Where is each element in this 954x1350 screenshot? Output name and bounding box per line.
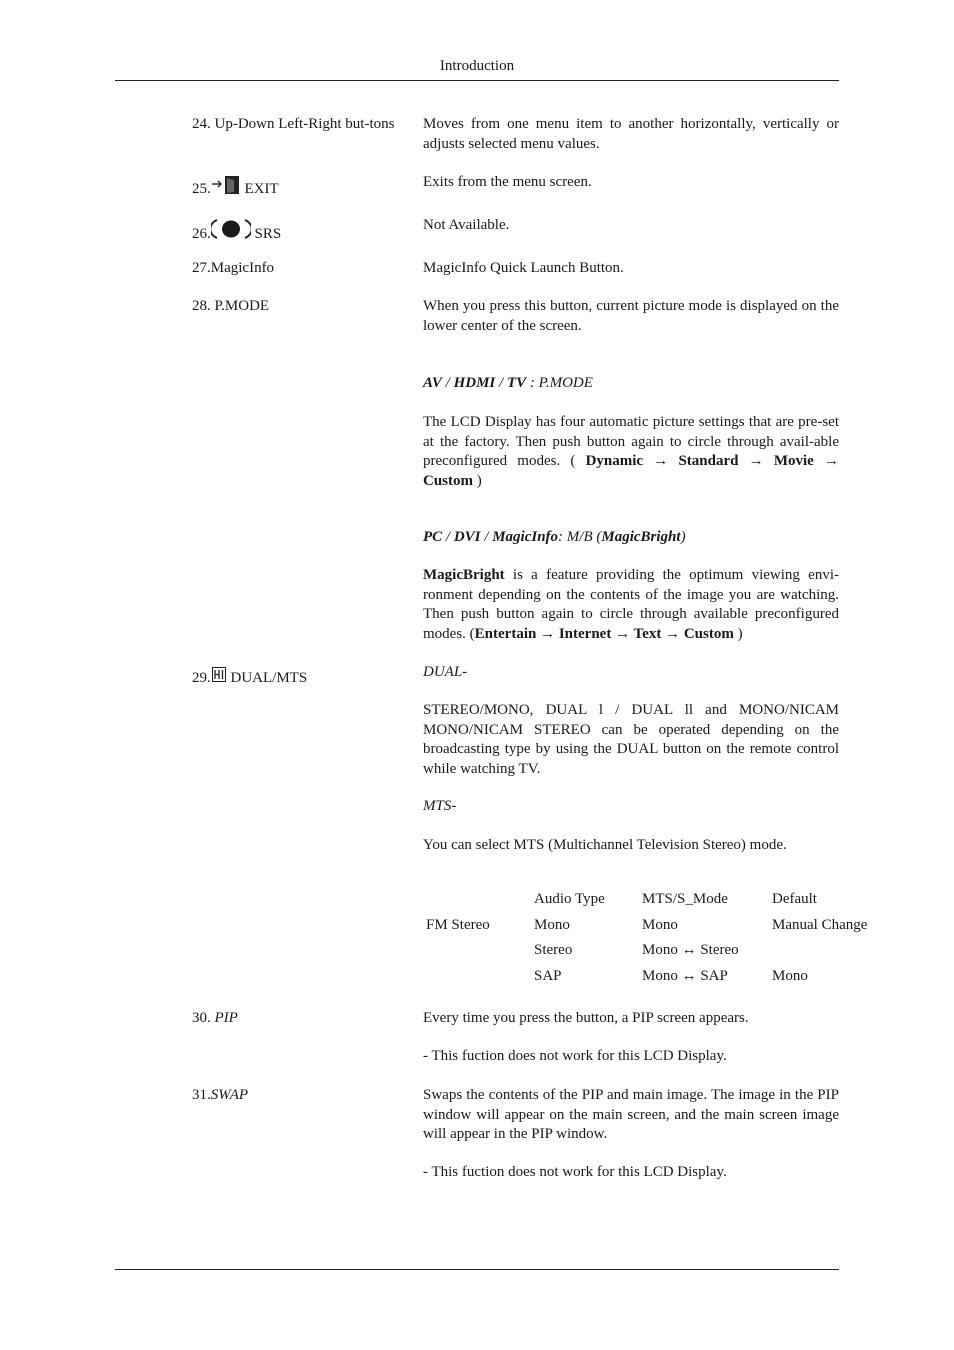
- item-25-label: [192, 175, 395, 202]
- item-31-label: 31.SWAP: [192, 1087, 249, 1103]
- exit-door-icon: [211, 175, 241, 202]
- item-30-label: 30. PIP: [192, 1010, 238, 1026]
- dual-mts-icon: [211, 666, 227, 691]
- item-31-note: - This fuction does not work for this LCD Display.: [423, 1164, 727, 1180]
- table-group-fm-stereo: FM Stereo: [426, 917, 490, 933]
- item-26-name: SRS: [254, 226, 282, 242]
- table-cell: Manual Change: [772, 917, 868, 933]
- footer-rule: [115, 1269, 839, 1270]
- page-header-title: Introduction: [439, 58, 515, 74]
- item-27-label: 27.MagicInfo: [192, 260, 275, 276]
- item-28-label: 28. P.MODE: [192, 298, 270, 314]
- table-header-mts-mode: MTS/S_Mode: [642, 891, 728, 907]
- item-31-desc: Swaps the contents of the PIP and main image. The image in the PIP window will appear on the main screen, and the main screen image will appear in the PIP window.: [423, 1087, 839, 1142]
- table-cell: Mono ↔ SAP: [642, 968, 728, 984]
- item-29-dual-title: DUAL-: [423, 664, 468, 680]
- item-30-name: PIP: [214, 1010, 238, 1026]
- item-27-desc: MagicInfo Quick Launch Button.: [423, 260, 624, 276]
- table-header-audio-type: Audio Type: [534, 891, 605, 907]
- item-31-name: SWAP: [210, 1087, 249, 1103]
- item-24-desc: Moves from one menu item to another horizontally, vertically or adjusts selected menu values.: [423, 116, 839, 152]
- item-28-desc: When you press this button, current picture mode is displayed on the lower center of the screen.: [423, 298, 839, 334]
- item-29-name: DUAL/MTS: [230, 670, 308, 686]
- item-30-note: - This fuction does not work for this LCD Display.: [423, 1048, 727, 1064]
- item-28-pc-desc: MagicBright is a feature providing the optimum viewing envi-ronment depending on the contents of the image you are watching. Then push button again to circle through available preconfigured modes. (Entertain → Internet → Text → Custom ): [423, 567, 839, 642]
- table-cell: Mono: [534, 917, 570, 933]
- item-28-av-desc: The LCD Display has four automatic picture settings that are pre-set at the factory. Then push button again to circle through avail-able preconfigured modes. ( Dynamic → Standard → Movie → Custom ): [423, 414, 840, 489]
- table-cell: Stereo: [534, 942, 573, 958]
- table-cell: Mono: [772, 968, 808, 984]
- item-24-label: 24. Up-Down Left-Right but-tons: [192, 116, 395, 132]
- item-28-pc-title: PC / DVI / MagicInfo: M/B (MagicBright): [423, 529, 686, 545]
- item-29-mts-title: MTS-: [423, 798, 457, 814]
- item-30-desc: Every time you press the button, a PIP screen appears.: [423, 1010, 749, 1026]
- item-29-dual-desc: STEREO/MONO, DUAL l / DUAL ll and MONO/NICAM MONO/NICAM STEREO can be operated depending on the broadcasting type by using the DUAL button on the remote control while watching TV.: [423, 702, 839, 777]
- item-25-desc: Exits from the menu screen.: [423, 174, 592, 190]
- item-25-name: EXIT: [244, 181, 279, 197]
- header-rule: [115, 80, 839, 81]
- item-26-label: [192, 218, 395, 247]
- table-cell: SAP: [534, 968, 562, 984]
- table-header-default: Default: [772, 891, 817, 907]
- item-26-num: 26.: [192, 226, 211, 242]
- srs-icon: [211, 218, 251, 247]
- item-29-label: [192, 666, 395, 691]
- item-25-num: 25.: [192, 181, 211, 197]
- item-29-num: 29.: [192, 670, 211, 686]
- table-cell: Mono: [642, 917, 678, 933]
- item-26-desc: Not Available.: [423, 217, 510, 233]
- item-28-av-title: AV / HDMI / TV : P.MODE: [423, 375, 593, 391]
- item-29-mts-desc: You can select MTS (Multichannel Television Stereo) mode.: [423, 837, 787, 853]
- table-cell: Mono ↔ Stereo: [642, 942, 739, 958]
